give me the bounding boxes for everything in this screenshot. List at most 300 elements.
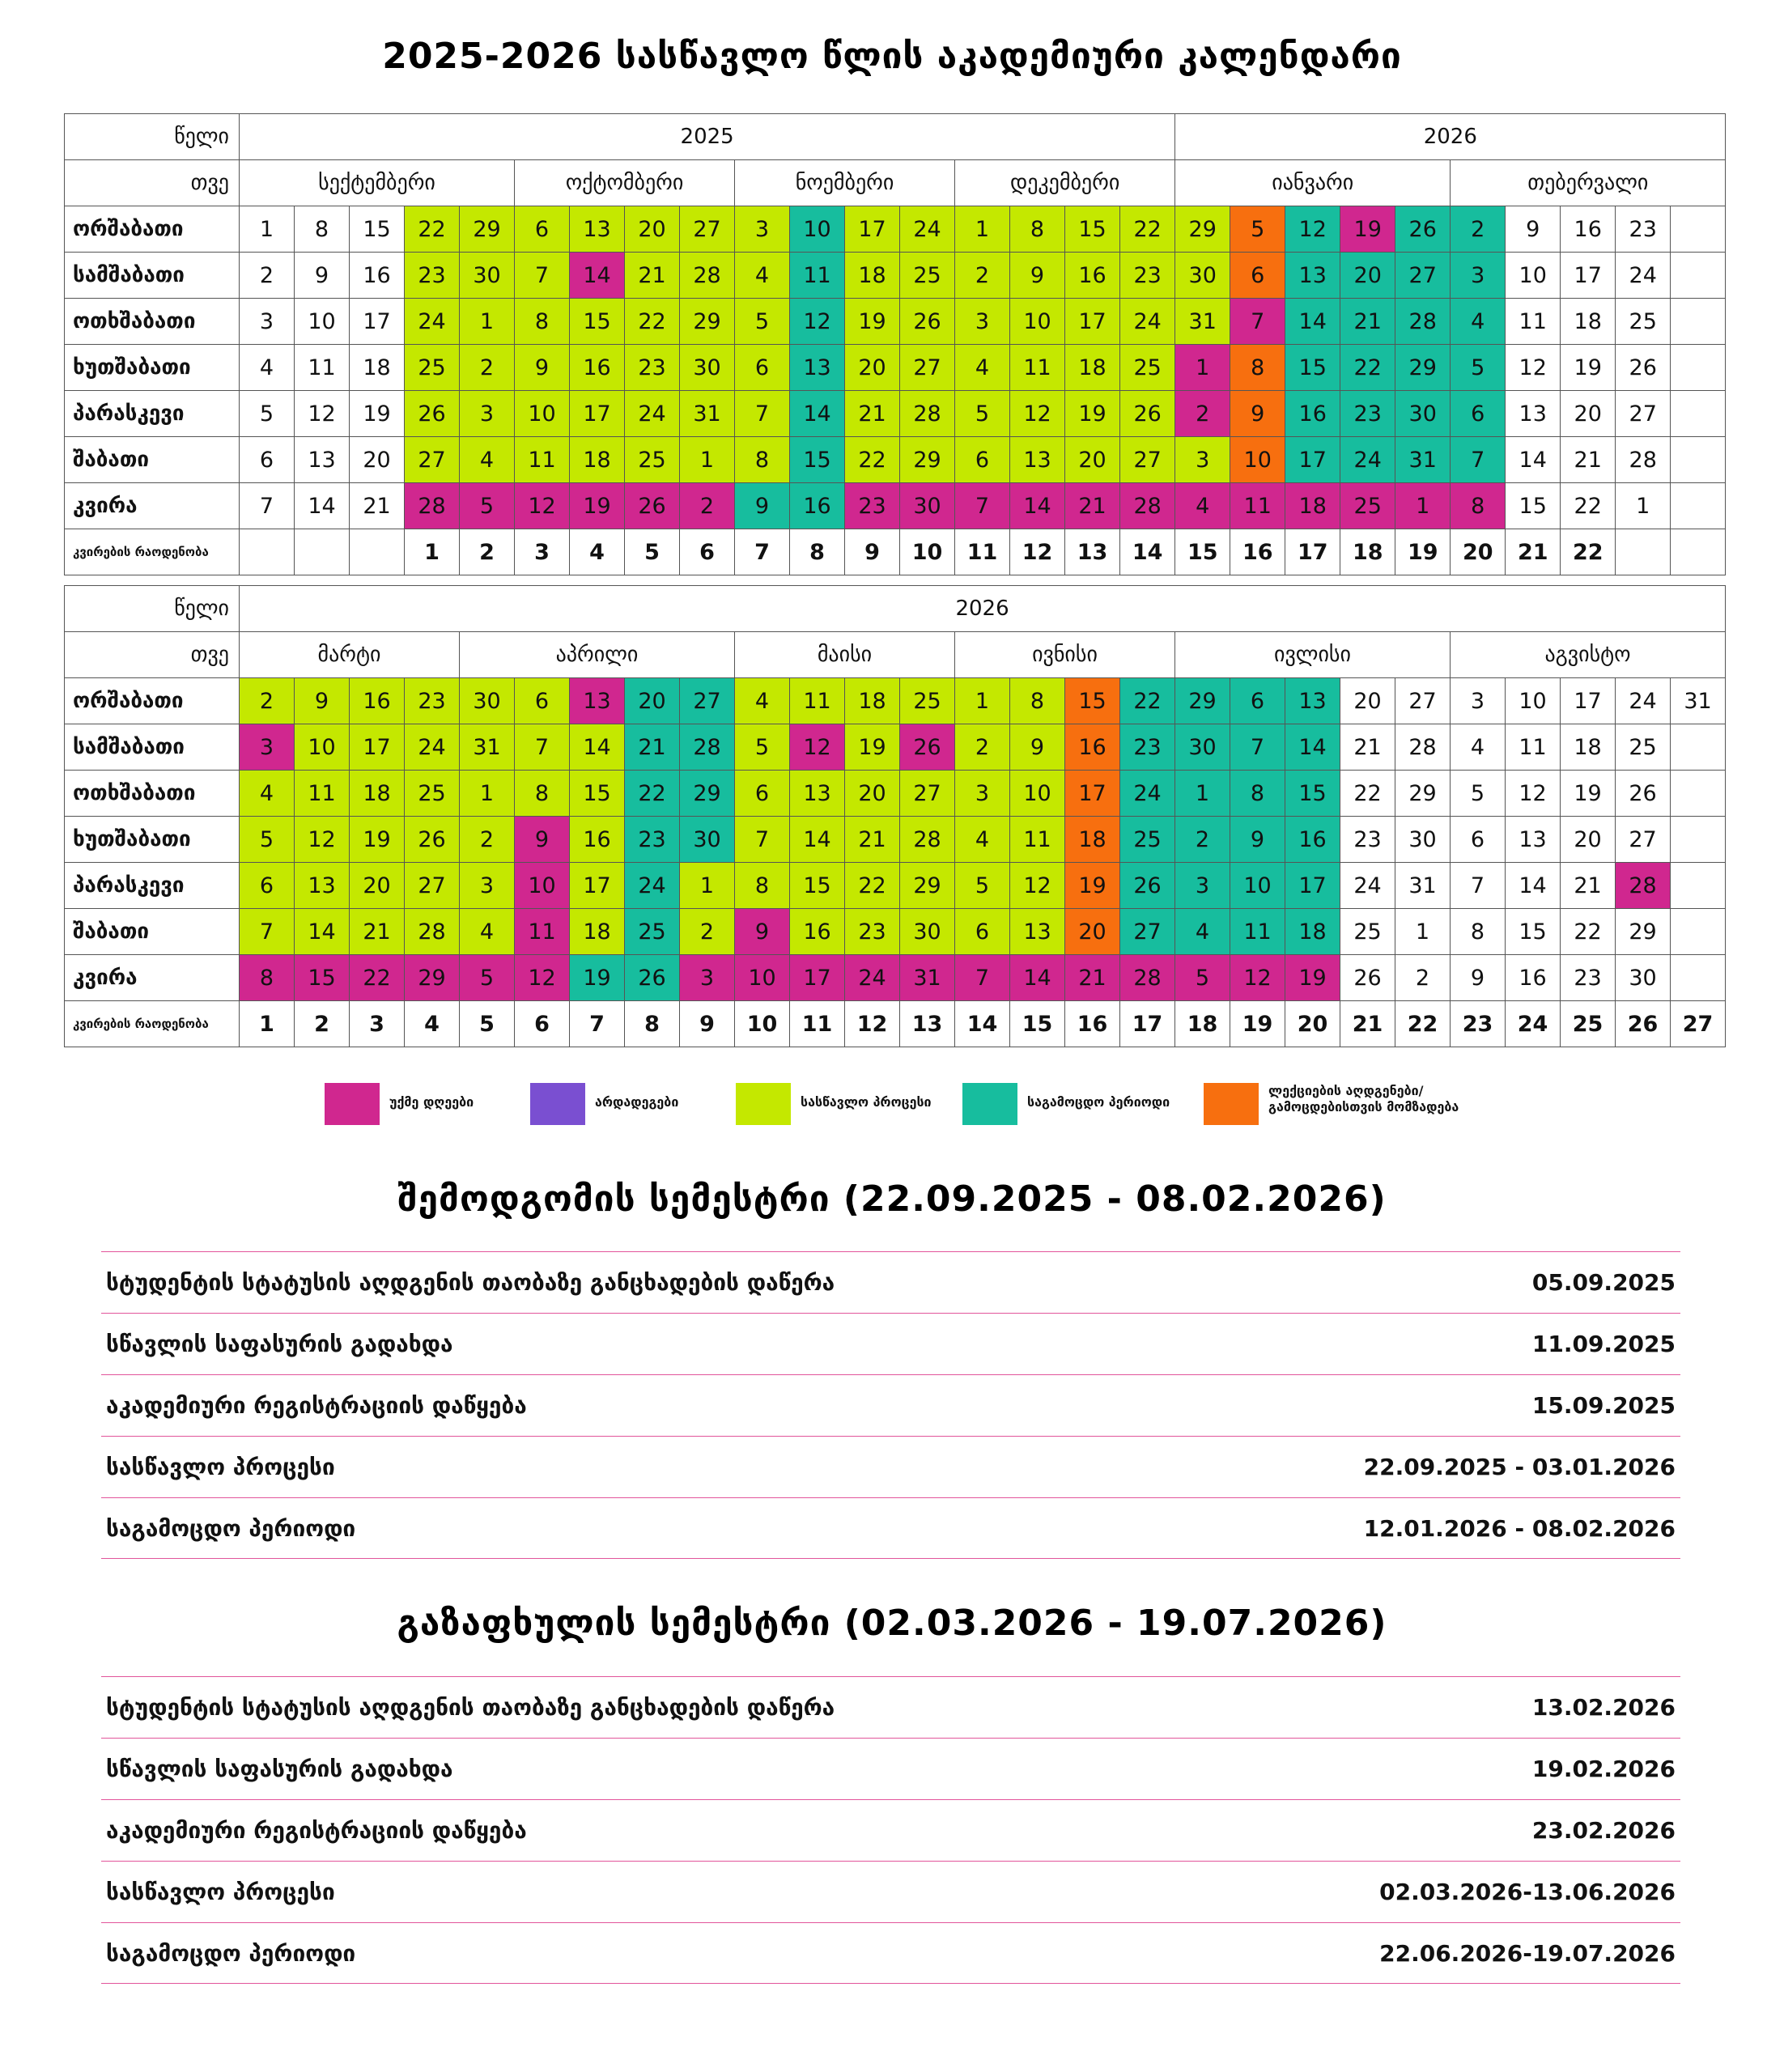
date-cell: 14 bbox=[570, 724, 625, 771]
legend-label: საგამოცდო პერიოდი bbox=[1027, 1094, 1170, 1110]
day-name: შაბათი bbox=[65, 437, 240, 483]
semester-row-date: 11.09.2025 bbox=[1531, 1331, 1676, 1357]
date-cell: 28 bbox=[900, 391, 955, 437]
date-cell: 2 bbox=[680, 483, 735, 529]
date-cell bbox=[1671, 909, 1726, 955]
date-cell: 2 bbox=[955, 724, 1010, 771]
date-cell: 1 bbox=[680, 863, 735, 909]
week-number: 16 bbox=[1230, 529, 1285, 575]
date-cell: 25 bbox=[1616, 299, 1671, 345]
date-cell: 16 bbox=[1285, 391, 1340, 437]
date-cell: 21 bbox=[1340, 724, 1395, 771]
date-cell: 30 bbox=[1175, 253, 1230, 299]
month-cell: აგვისტო bbox=[1451, 632, 1726, 678]
week-number: 1 bbox=[405, 529, 460, 575]
date-cell: 29 bbox=[405, 955, 460, 1001]
date-cell: 4 bbox=[955, 345, 1010, 391]
date-cell: 29 bbox=[680, 771, 735, 817]
semester-row-label: აკადემიური რეგისტრაციის დაწყება bbox=[106, 1817, 527, 1844]
date-cell: 10 bbox=[295, 299, 350, 345]
date-cell: 16 bbox=[570, 817, 625, 863]
date-cell: 25 bbox=[625, 909, 680, 955]
calendar-table-1 bbox=[64, 113, 1726, 575]
legend-swatch bbox=[962, 1083, 1017, 1125]
date-cell: 19 bbox=[1285, 955, 1340, 1001]
date-cell: 18 bbox=[570, 909, 625, 955]
week-number: 10 bbox=[735, 1001, 790, 1047]
date-cell: 6 bbox=[515, 678, 570, 724]
week-number: 3 bbox=[350, 1001, 405, 1047]
date-cell: 14 bbox=[295, 483, 350, 529]
date-cell: 21 bbox=[1561, 863, 1616, 909]
date-cell: 7 bbox=[955, 483, 1010, 529]
day-name: პარასკევი bbox=[65, 391, 240, 437]
date-cell: 19 bbox=[570, 483, 625, 529]
date-cell: 29 bbox=[1616, 909, 1671, 955]
semester-row bbox=[101, 1922, 1680, 1984]
date-cell: 12 bbox=[1285, 206, 1340, 253]
date-cell: 30 bbox=[1395, 817, 1451, 863]
date-cell: 21 bbox=[625, 724, 680, 771]
date-cell: 25 bbox=[1340, 483, 1395, 529]
date-cell: 5 bbox=[240, 817, 295, 863]
date-cell: 28 bbox=[1616, 437, 1671, 483]
date-cell: 23 bbox=[405, 678, 460, 724]
date-cell: 6 bbox=[515, 206, 570, 253]
date-cell: 31 bbox=[1671, 678, 1726, 724]
date-cell: 11 bbox=[1230, 909, 1285, 955]
date-cell bbox=[1671, 955, 1726, 1001]
date-cell: 29 bbox=[900, 437, 955, 483]
date-cell: 22 bbox=[625, 771, 680, 817]
date-cell: 2 bbox=[1175, 391, 1230, 437]
month-cell: მაისი bbox=[735, 632, 955, 678]
date-cell: 3 bbox=[240, 299, 295, 345]
date-cell: 8 bbox=[1230, 345, 1285, 391]
date-cell: 24 bbox=[1616, 678, 1671, 724]
date-cell: 31 bbox=[680, 391, 735, 437]
date-cell: 4 bbox=[1451, 299, 1506, 345]
semester-row-label: საგამოცდო პერიოდი bbox=[106, 1939, 356, 1967]
date-cell: 2 bbox=[680, 909, 735, 955]
date-cell: 7 bbox=[1230, 724, 1285, 771]
date-cell: 18 bbox=[350, 345, 405, 391]
date-cell: 15 bbox=[790, 437, 845, 483]
date-cell: 6 bbox=[240, 863, 295, 909]
day-name: ოთხშაბათი bbox=[65, 771, 240, 817]
week-number bbox=[350, 529, 405, 575]
date-cell: 11 bbox=[790, 678, 845, 724]
date-cell: 19 bbox=[350, 817, 405, 863]
date-cell: 28 bbox=[680, 724, 735, 771]
date-cell: 21 bbox=[1065, 483, 1120, 529]
date-cell: 7 bbox=[735, 817, 790, 863]
day-row bbox=[65, 299, 1726, 345]
date-cell: 12 bbox=[515, 483, 570, 529]
date-cell: 15 bbox=[350, 206, 405, 253]
date-cell: 9 bbox=[1451, 955, 1506, 1001]
date-cell: 13 bbox=[295, 437, 350, 483]
week-number: 5 bbox=[460, 1001, 515, 1047]
day-row bbox=[65, 678, 1726, 724]
day-name: შაბათი bbox=[65, 909, 240, 955]
date-cell: 21 bbox=[845, 817, 900, 863]
date-cell: 4 bbox=[735, 678, 790, 724]
week-number: 19 bbox=[1230, 1001, 1285, 1047]
date-cell bbox=[1671, 771, 1726, 817]
date-cell: 22 bbox=[845, 863, 900, 909]
week-number: 18 bbox=[1175, 1001, 1230, 1047]
date-cell: 10 bbox=[515, 391, 570, 437]
week-number: 11 bbox=[955, 529, 1010, 575]
date-cell: 6 bbox=[1230, 678, 1285, 724]
date-cell: 3 bbox=[460, 863, 515, 909]
week-count-row bbox=[65, 1001, 1726, 1047]
autumn-semester-title: შემოდგომის სემესტრი (22.09.2025 - 08.02.2026) bbox=[397, 1178, 1387, 1220]
date-cell: 30 bbox=[680, 817, 735, 863]
date-cell: 27 bbox=[1616, 391, 1671, 437]
date-cell: 15 bbox=[295, 955, 350, 1001]
date-cell: 11 bbox=[1230, 483, 1285, 529]
date-cell: 18 bbox=[1561, 299, 1616, 345]
month-cell: აპრილი bbox=[460, 632, 735, 678]
date-cell: 15 bbox=[1065, 206, 1120, 253]
week-number: 22 bbox=[1395, 1001, 1451, 1047]
date-cell: 16 bbox=[350, 678, 405, 724]
date-cell: 14 bbox=[790, 817, 845, 863]
date-cell: 1 bbox=[1395, 483, 1451, 529]
date-cell: 12 bbox=[790, 299, 845, 345]
date-cell: 15 bbox=[1506, 483, 1561, 529]
day-name: ხუთშაბათი bbox=[65, 817, 240, 863]
date-cell: 15 bbox=[570, 299, 625, 345]
day-row bbox=[65, 437, 1726, 483]
semester-row-date: 12.01.2026 - 08.02.2026 bbox=[1363, 1514, 1676, 1542]
date-cell: 25 bbox=[1120, 817, 1175, 863]
date-cell: 15 bbox=[1285, 771, 1340, 817]
legend-label: არდადეგები bbox=[595, 1094, 679, 1110]
semester-row-date: 19.02.2026 bbox=[1531, 1756, 1676, 1782]
day-name: ოთხშაბათი bbox=[65, 299, 240, 345]
date-cell: 2 bbox=[1451, 206, 1506, 253]
date-cell: 18 bbox=[1065, 345, 1120, 391]
date-cell: 24 bbox=[625, 391, 680, 437]
date-cell: 5 bbox=[955, 391, 1010, 437]
date-cell: 8 bbox=[515, 771, 570, 817]
date-cell: 19 bbox=[1340, 206, 1395, 253]
date-cell: 25 bbox=[1120, 345, 1175, 391]
date-cell: 9 bbox=[295, 678, 350, 724]
date-cell: 26 bbox=[1616, 345, 1671, 391]
date-cell: 9 bbox=[515, 817, 570, 863]
week-number: 7 bbox=[735, 529, 790, 575]
date-cell: 11 bbox=[295, 771, 350, 817]
date-cell: 29 bbox=[1175, 678, 1230, 724]
date-cell: 23 bbox=[625, 345, 680, 391]
month-cell: ოქტომბერი bbox=[515, 160, 735, 206]
semester-row bbox=[101, 1861, 1680, 1922]
date-cell: 23 bbox=[1340, 391, 1395, 437]
day-name: სამშაბათი bbox=[65, 253, 240, 299]
date-cell: 22 bbox=[405, 206, 460, 253]
month-label: თვე bbox=[65, 632, 240, 678]
month-cell: იანვარი bbox=[1175, 160, 1451, 206]
date-cell: 4 bbox=[1175, 483, 1230, 529]
date-cell: 19 bbox=[570, 955, 625, 1001]
week-number bbox=[240, 529, 295, 575]
date-cell: 25 bbox=[625, 437, 680, 483]
date-cell: 13 bbox=[1285, 253, 1340, 299]
date-cell: 25 bbox=[405, 771, 460, 817]
date-cell: 1 bbox=[1175, 771, 1230, 817]
date-cell: 12 bbox=[1506, 345, 1561, 391]
date-cell: 23 bbox=[1561, 955, 1616, 1001]
legend-swatch bbox=[325, 1083, 380, 1125]
week-number: 14 bbox=[955, 1001, 1010, 1047]
date-cell: 25 bbox=[1616, 724, 1671, 771]
date-cell: 26 bbox=[900, 299, 955, 345]
date-cell: 22 bbox=[1340, 345, 1395, 391]
date-cell: 1 bbox=[1616, 483, 1671, 529]
date-cell: 27 bbox=[900, 771, 955, 817]
date-cell: 30 bbox=[460, 678, 515, 724]
date-cell: 14 bbox=[570, 253, 625, 299]
date-cell: 29 bbox=[1395, 771, 1451, 817]
semester-row-label: აკადემიური რეგისტრაციის დაწყება bbox=[106, 1392, 527, 1419]
date-cell: 22 bbox=[1561, 483, 1616, 529]
date-cell: 13 bbox=[1506, 391, 1561, 437]
date-cell: 3 bbox=[460, 391, 515, 437]
date-cell: 10 bbox=[515, 863, 570, 909]
date-cell: 10 bbox=[1230, 437, 1285, 483]
date-cell: 19 bbox=[1561, 771, 1616, 817]
year-row bbox=[65, 114, 1726, 160]
semester-row-label: სასწავლო პროცესი bbox=[106, 1879, 335, 1905]
date-cell: 5 bbox=[955, 863, 1010, 909]
date-cell: 11 bbox=[1010, 817, 1065, 863]
date-cell: 28 bbox=[1120, 955, 1175, 1001]
date-cell: 14 bbox=[1285, 299, 1340, 345]
date-cell: 2 bbox=[240, 678, 295, 724]
month-cell: მარტი bbox=[240, 632, 460, 678]
month-cell: სექტემბერი bbox=[240, 160, 515, 206]
date-cell: 18 bbox=[570, 437, 625, 483]
date-cell: 20 bbox=[845, 345, 900, 391]
date-cell: 26 bbox=[900, 724, 955, 771]
month-label: თვე bbox=[65, 160, 240, 206]
date-cell: 24 bbox=[1120, 299, 1175, 345]
date-cell: 16 bbox=[1506, 955, 1561, 1001]
date-cell: 19 bbox=[1065, 391, 1120, 437]
year-label: წელი bbox=[65, 586, 240, 632]
week-number: 27 bbox=[1671, 1001, 1726, 1047]
date-cell: 28 bbox=[1395, 724, 1451, 771]
date-cell: 4 bbox=[240, 771, 295, 817]
day-name: კვირა bbox=[65, 955, 240, 1001]
day-row bbox=[65, 771, 1726, 817]
date-cell: 31 bbox=[1395, 863, 1451, 909]
date-cell: 8 bbox=[1451, 483, 1506, 529]
date-cell: 18 bbox=[350, 771, 405, 817]
date-cell: 20 bbox=[845, 771, 900, 817]
date-cell: 12 bbox=[1506, 771, 1561, 817]
date-cell: 2 bbox=[1395, 955, 1451, 1001]
day-name: კვირა bbox=[65, 483, 240, 529]
week-number: 1 bbox=[240, 1001, 295, 1047]
date-cell: 10 bbox=[295, 724, 350, 771]
date-cell: 22 bbox=[845, 437, 900, 483]
date-cell: 8 bbox=[1451, 909, 1506, 955]
week-number: 6 bbox=[680, 529, 735, 575]
date-cell: 2 bbox=[1175, 817, 1230, 863]
week-number: 25 bbox=[1561, 1001, 1616, 1047]
date-cell: 5 bbox=[1175, 955, 1230, 1001]
day-row bbox=[65, 909, 1726, 955]
month-cell: ივნისი bbox=[955, 632, 1175, 678]
date-cell: 28 bbox=[1395, 299, 1451, 345]
date-cell: 20 bbox=[1340, 678, 1395, 724]
date-cell: 6 bbox=[1451, 391, 1506, 437]
date-cell: 17 bbox=[1065, 771, 1120, 817]
date-cell: 9 bbox=[1230, 817, 1285, 863]
date-cell: 14 bbox=[1506, 863, 1561, 909]
date-cell: 1 bbox=[955, 206, 1010, 253]
date-cell: 28 bbox=[680, 253, 735, 299]
month-cell: ნოემბერი bbox=[735, 160, 955, 206]
legend-swatch bbox=[1204, 1083, 1259, 1125]
day-row bbox=[65, 391, 1726, 437]
date-cell: 8 bbox=[735, 863, 790, 909]
date-cell: 30 bbox=[460, 253, 515, 299]
date-cell: 21 bbox=[845, 391, 900, 437]
semester-row-label: სტუდენტის სტატუსის აღდგენის თაობაზე განცხადების დაწერა bbox=[106, 1694, 835, 1721]
date-cell: 15 bbox=[1065, 678, 1120, 724]
date-cell: 20 bbox=[350, 863, 405, 909]
date-cell bbox=[1671, 724, 1726, 771]
year-cell: 2026 bbox=[240, 586, 1726, 632]
semester-row-date: 22.06.2026-19.07.2026 bbox=[1379, 1939, 1676, 1967]
date-cell: 12 bbox=[1230, 955, 1285, 1001]
semester-row bbox=[101, 1436, 1680, 1497]
date-cell: 3 bbox=[955, 771, 1010, 817]
date-cell: 12 bbox=[295, 391, 350, 437]
date-cell: 10 bbox=[735, 955, 790, 1001]
date-cell: 20 bbox=[625, 678, 680, 724]
date-cell: 22 bbox=[350, 955, 405, 1001]
week-number: 22 bbox=[1561, 529, 1616, 575]
date-cell: 28 bbox=[900, 817, 955, 863]
date-cell: 27 bbox=[405, 437, 460, 483]
date-cell bbox=[1671, 863, 1726, 909]
day-row bbox=[65, 483, 1726, 529]
date-cell: 30 bbox=[1616, 955, 1671, 1001]
date-cell: 26 bbox=[405, 817, 460, 863]
week-number bbox=[1671, 529, 1726, 575]
date-cell: 20 bbox=[1340, 253, 1395, 299]
day-name: ხუთშაბათი bbox=[65, 345, 240, 391]
date-cell: 24 bbox=[1616, 253, 1671, 299]
date-cell: 27 bbox=[1395, 678, 1451, 724]
date-cell: 10 bbox=[1230, 863, 1285, 909]
day-row bbox=[65, 206, 1726, 253]
date-cell: 19 bbox=[845, 299, 900, 345]
date-cell: 8 bbox=[1230, 771, 1285, 817]
date-cell: 16 bbox=[790, 483, 845, 529]
week-number: 11 bbox=[790, 1001, 845, 1047]
date-cell: 31 bbox=[1395, 437, 1451, 483]
date-cell: 18 bbox=[1285, 909, 1340, 955]
date-cell: 7 bbox=[515, 253, 570, 299]
week-number: 8 bbox=[790, 529, 845, 575]
date-cell: 13 bbox=[790, 345, 845, 391]
week-number: 16 bbox=[1065, 1001, 1120, 1047]
week-number: 3 bbox=[515, 529, 570, 575]
date-cell: 1 bbox=[240, 206, 295, 253]
date-cell: 13 bbox=[1506, 817, 1561, 863]
date-cell: 16 bbox=[1065, 724, 1120, 771]
month-cell: ივლისი bbox=[1175, 632, 1451, 678]
date-cell: 21 bbox=[1340, 299, 1395, 345]
date-cell: 10 bbox=[1506, 678, 1561, 724]
date-cell: 20 bbox=[1561, 817, 1616, 863]
date-cell: 10 bbox=[1506, 253, 1561, 299]
date-cell: 8 bbox=[1010, 206, 1065, 253]
date-cell: 1 bbox=[460, 299, 515, 345]
date-cell: 9 bbox=[295, 253, 350, 299]
date-cell: 19 bbox=[845, 724, 900, 771]
date-cell: 18 bbox=[1285, 483, 1340, 529]
year-cell: 2026 bbox=[1175, 114, 1726, 160]
date-cell: 8 bbox=[240, 955, 295, 1001]
date-cell: 7 bbox=[735, 391, 790, 437]
date-cell: 18 bbox=[1065, 817, 1120, 863]
date-cell: 13 bbox=[570, 206, 625, 253]
date-cell: 20 bbox=[1065, 437, 1120, 483]
date-cell: 25 bbox=[900, 678, 955, 724]
date-cell: 1 bbox=[1395, 909, 1451, 955]
date-cell: 15 bbox=[1506, 909, 1561, 955]
date-cell: 23 bbox=[1120, 724, 1175, 771]
day-row bbox=[65, 345, 1726, 391]
week-number: 13 bbox=[1065, 529, 1120, 575]
date-cell: 30 bbox=[1175, 724, 1230, 771]
date-cell: 7 bbox=[240, 909, 295, 955]
date-cell: 5 bbox=[1451, 771, 1506, 817]
date-cell: 4 bbox=[1451, 724, 1506, 771]
date-cell: 24 bbox=[625, 863, 680, 909]
date-cell: 22 bbox=[1340, 771, 1395, 817]
date-cell: 19 bbox=[1561, 345, 1616, 391]
spring-semester-title: გაზაფხულის სემესტრი (02.03.2026 - 19.07.2026) bbox=[397, 1603, 1387, 1644]
semester-row bbox=[101, 1313, 1680, 1374]
date-cell: 7 bbox=[240, 483, 295, 529]
week-number: 20 bbox=[1285, 1001, 1340, 1047]
week-number: 9 bbox=[680, 1001, 735, 1047]
date-cell: 16 bbox=[1285, 817, 1340, 863]
day-row bbox=[65, 724, 1726, 771]
date-cell: 21 bbox=[625, 253, 680, 299]
date-cell: 13 bbox=[295, 863, 350, 909]
semester-row-label: სტუდენტის სტატუსის აღდგენის თაობაზე განცხადების დაწერა bbox=[106, 1269, 835, 1296]
week-number: 17 bbox=[1285, 529, 1340, 575]
date-cell: 5 bbox=[1451, 345, 1506, 391]
date-cell: 10 bbox=[1010, 299, 1065, 345]
week-number: 14 bbox=[1120, 529, 1175, 575]
week-number bbox=[295, 529, 350, 575]
date-cell: 8 bbox=[515, 299, 570, 345]
date-cell bbox=[1671, 437, 1726, 483]
date-cell: 17 bbox=[790, 955, 845, 1001]
